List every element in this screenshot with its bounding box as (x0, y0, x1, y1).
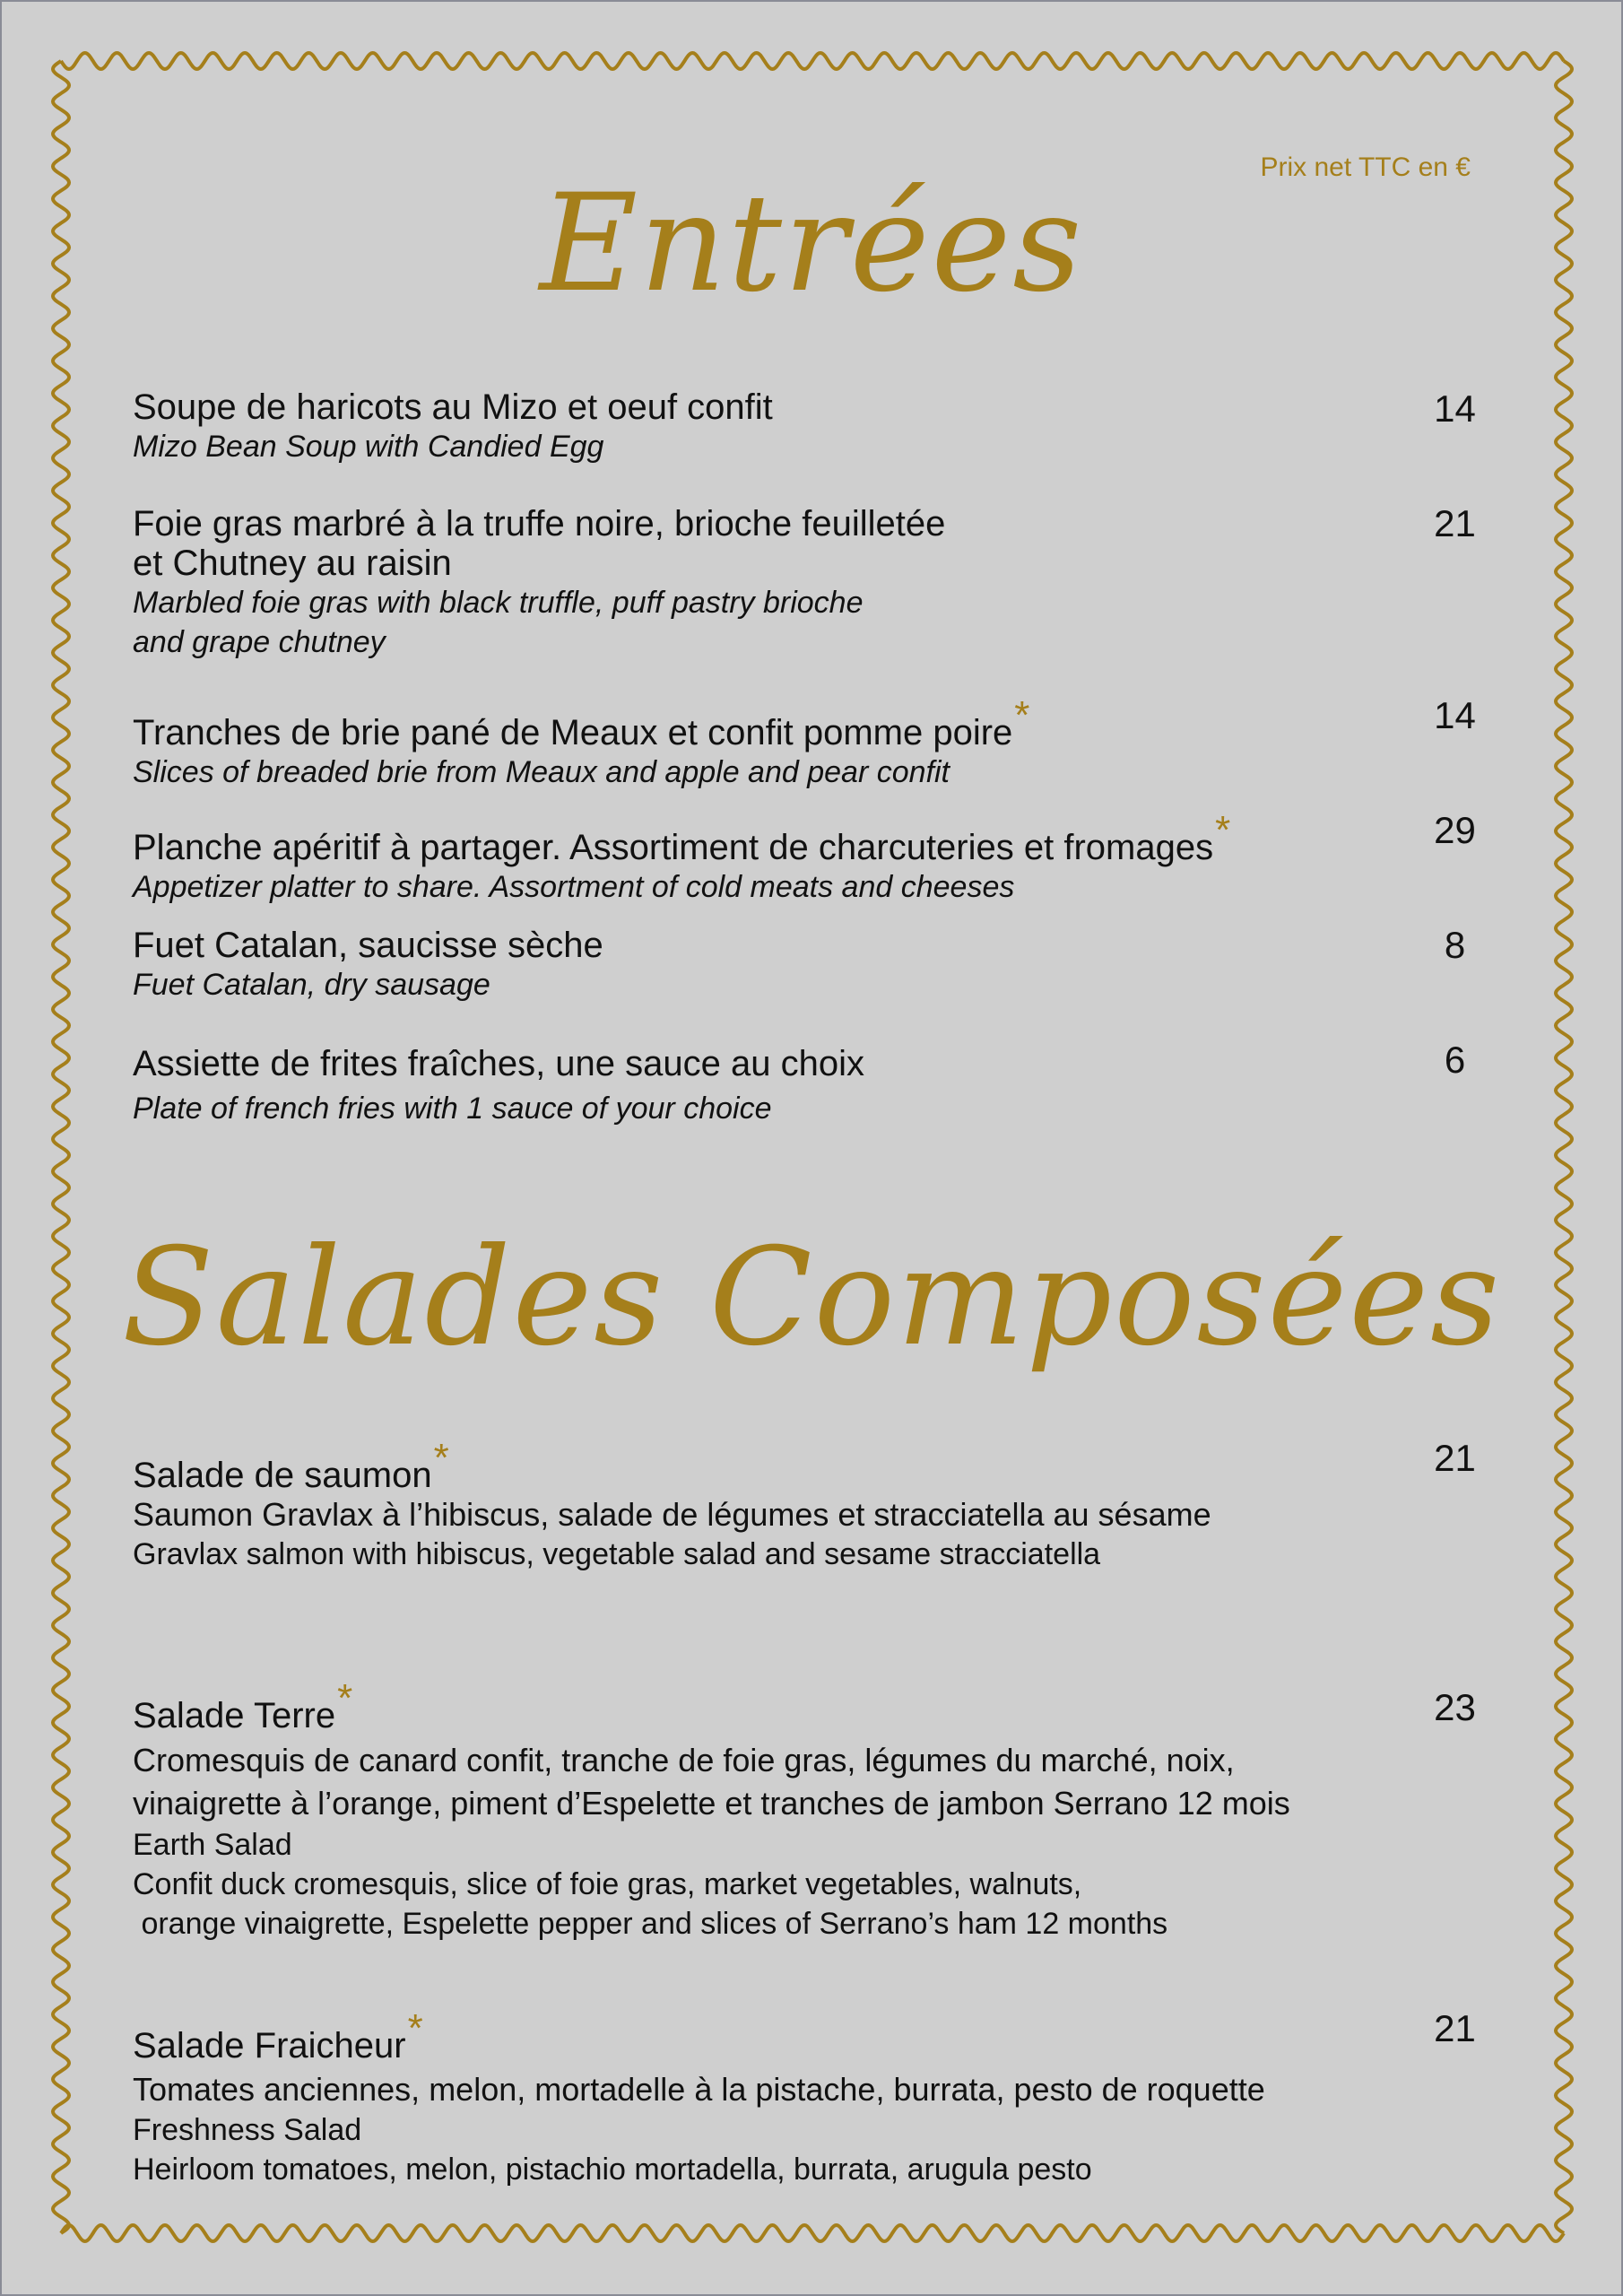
item-translation: Mizo Bean Soup with Candied Egg (133, 430, 604, 464)
item-translation-line2: and grape chutney (133, 625, 386, 659)
item-name: Soupe de haricots au Mizo et oeuf confit (133, 387, 773, 427)
asterisk-icon: * (407, 2006, 423, 2050)
item-price: 14 (1434, 694, 1476, 736)
item-price: 6 (1444, 1039, 1466, 1081)
item-name: Salade Fraicheur (133, 2026, 406, 2066)
asterisk-icon: * (433, 1436, 449, 1480)
item-translation: Appetizer platter to share. Assortment of cold meats and cheeses (133, 870, 1015, 904)
item-translation-line2: orange vinaigrette, Espelette pepper and slices of Serrano’s ham 12 months (133, 1907, 1168, 1941)
item-description: Cromesquis de canard confit, tranche de foie gras, légumes du marché, noix, (133, 1742, 1235, 1779)
item-name: Tranches de brie pané de Meaux et confit pomme poire (133, 713, 1013, 752)
item-translation: Heirloom tomatoes, melon, pistachio mortadella, burrata, arugula pesto (133, 2152, 1092, 2187)
item-name: Fuet Catalan, saucisse sèche (133, 926, 603, 965)
menu-item (133, 693, 1478, 792)
menu-item (133, 1676, 1478, 1944)
item-description: Saumon Gravlax à l’hibiscus, salade de légumes et stracciatella au sésame (133, 1496, 1211, 1533)
item-translation: Fuet Catalan, dry sausage (133, 968, 490, 1002)
item-description-line2: vinaigrette à l’orange, piment d’Espelette et tranches de jambon Serrano 12 mois (133, 1785, 1290, 1822)
item-name: Salade Terre (133, 1696, 336, 1735)
item-english-name: Freshness Salad (133, 2113, 362, 2147)
section-title-entrees: Entrées (539, 166, 1084, 322)
item-english-name: Earth Salad (133, 1828, 292, 1862)
item-name: Planche apéritif à partager. Assortiment de charcuteries et fromages (133, 828, 1214, 867)
item-price: 21 (1434, 2007, 1476, 2049)
menu-item (133, 1436, 1478, 1574)
asterisk-icon: * (1014, 693, 1030, 737)
item-name-line2: et Chutney au raisin (133, 544, 452, 583)
item-name: Assiette de frites fraîches, une sauce au choix (133, 1044, 864, 1083)
item-name: Foie gras marbré à la truffe noire, brioche feuilletée (133, 504, 946, 544)
item-translation: Confit duck cromesquis, slice of foie gras, market vegetables, walnuts, (133, 1867, 1082, 1901)
menu-item (133, 2006, 1478, 2189)
item-description: Tomates anciennes, melon, mortadelle à la pistache, burrata, pesto de roquette (133, 2071, 1265, 2108)
menu-item (133, 1044, 1478, 1128)
item-price: 14 (1434, 387, 1476, 430)
menu-item (133, 387, 1478, 466)
menu-item (133, 926, 1478, 1004)
item-translation: Plate of french fries with 1 sauce of your choice (133, 1091, 772, 1126)
asterisk-icon: * (1215, 808, 1231, 852)
item-translation: Marbled foie gras with black truffle, puff pastry brioche (133, 586, 864, 620)
item-price: 8 (1444, 924, 1466, 966)
item-price: 21 (1434, 502, 1476, 544)
item-translation: Slices of breaded brie from Meaux and apple and pear confit (133, 755, 950, 789)
item-price: 29 (1434, 809, 1476, 851)
menu-item (133, 808, 1478, 907)
item-translation: Gravlax salmon with hibiscus, vegetable salad and sesame stracciatella (133, 1537, 1101, 1571)
item-price: 21 (1434, 1437, 1476, 1479)
section-title-salades: Salades Composées (121, 1220, 1502, 1376)
item-name: Salade de saumon (133, 1456, 432, 1495)
asterisk-icon: * (337, 1676, 353, 1720)
price-note: Prix net TTC en € (1260, 152, 1471, 182)
menu-item (133, 504, 1478, 662)
item-price: 23 (1434, 1686, 1476, 1728)
